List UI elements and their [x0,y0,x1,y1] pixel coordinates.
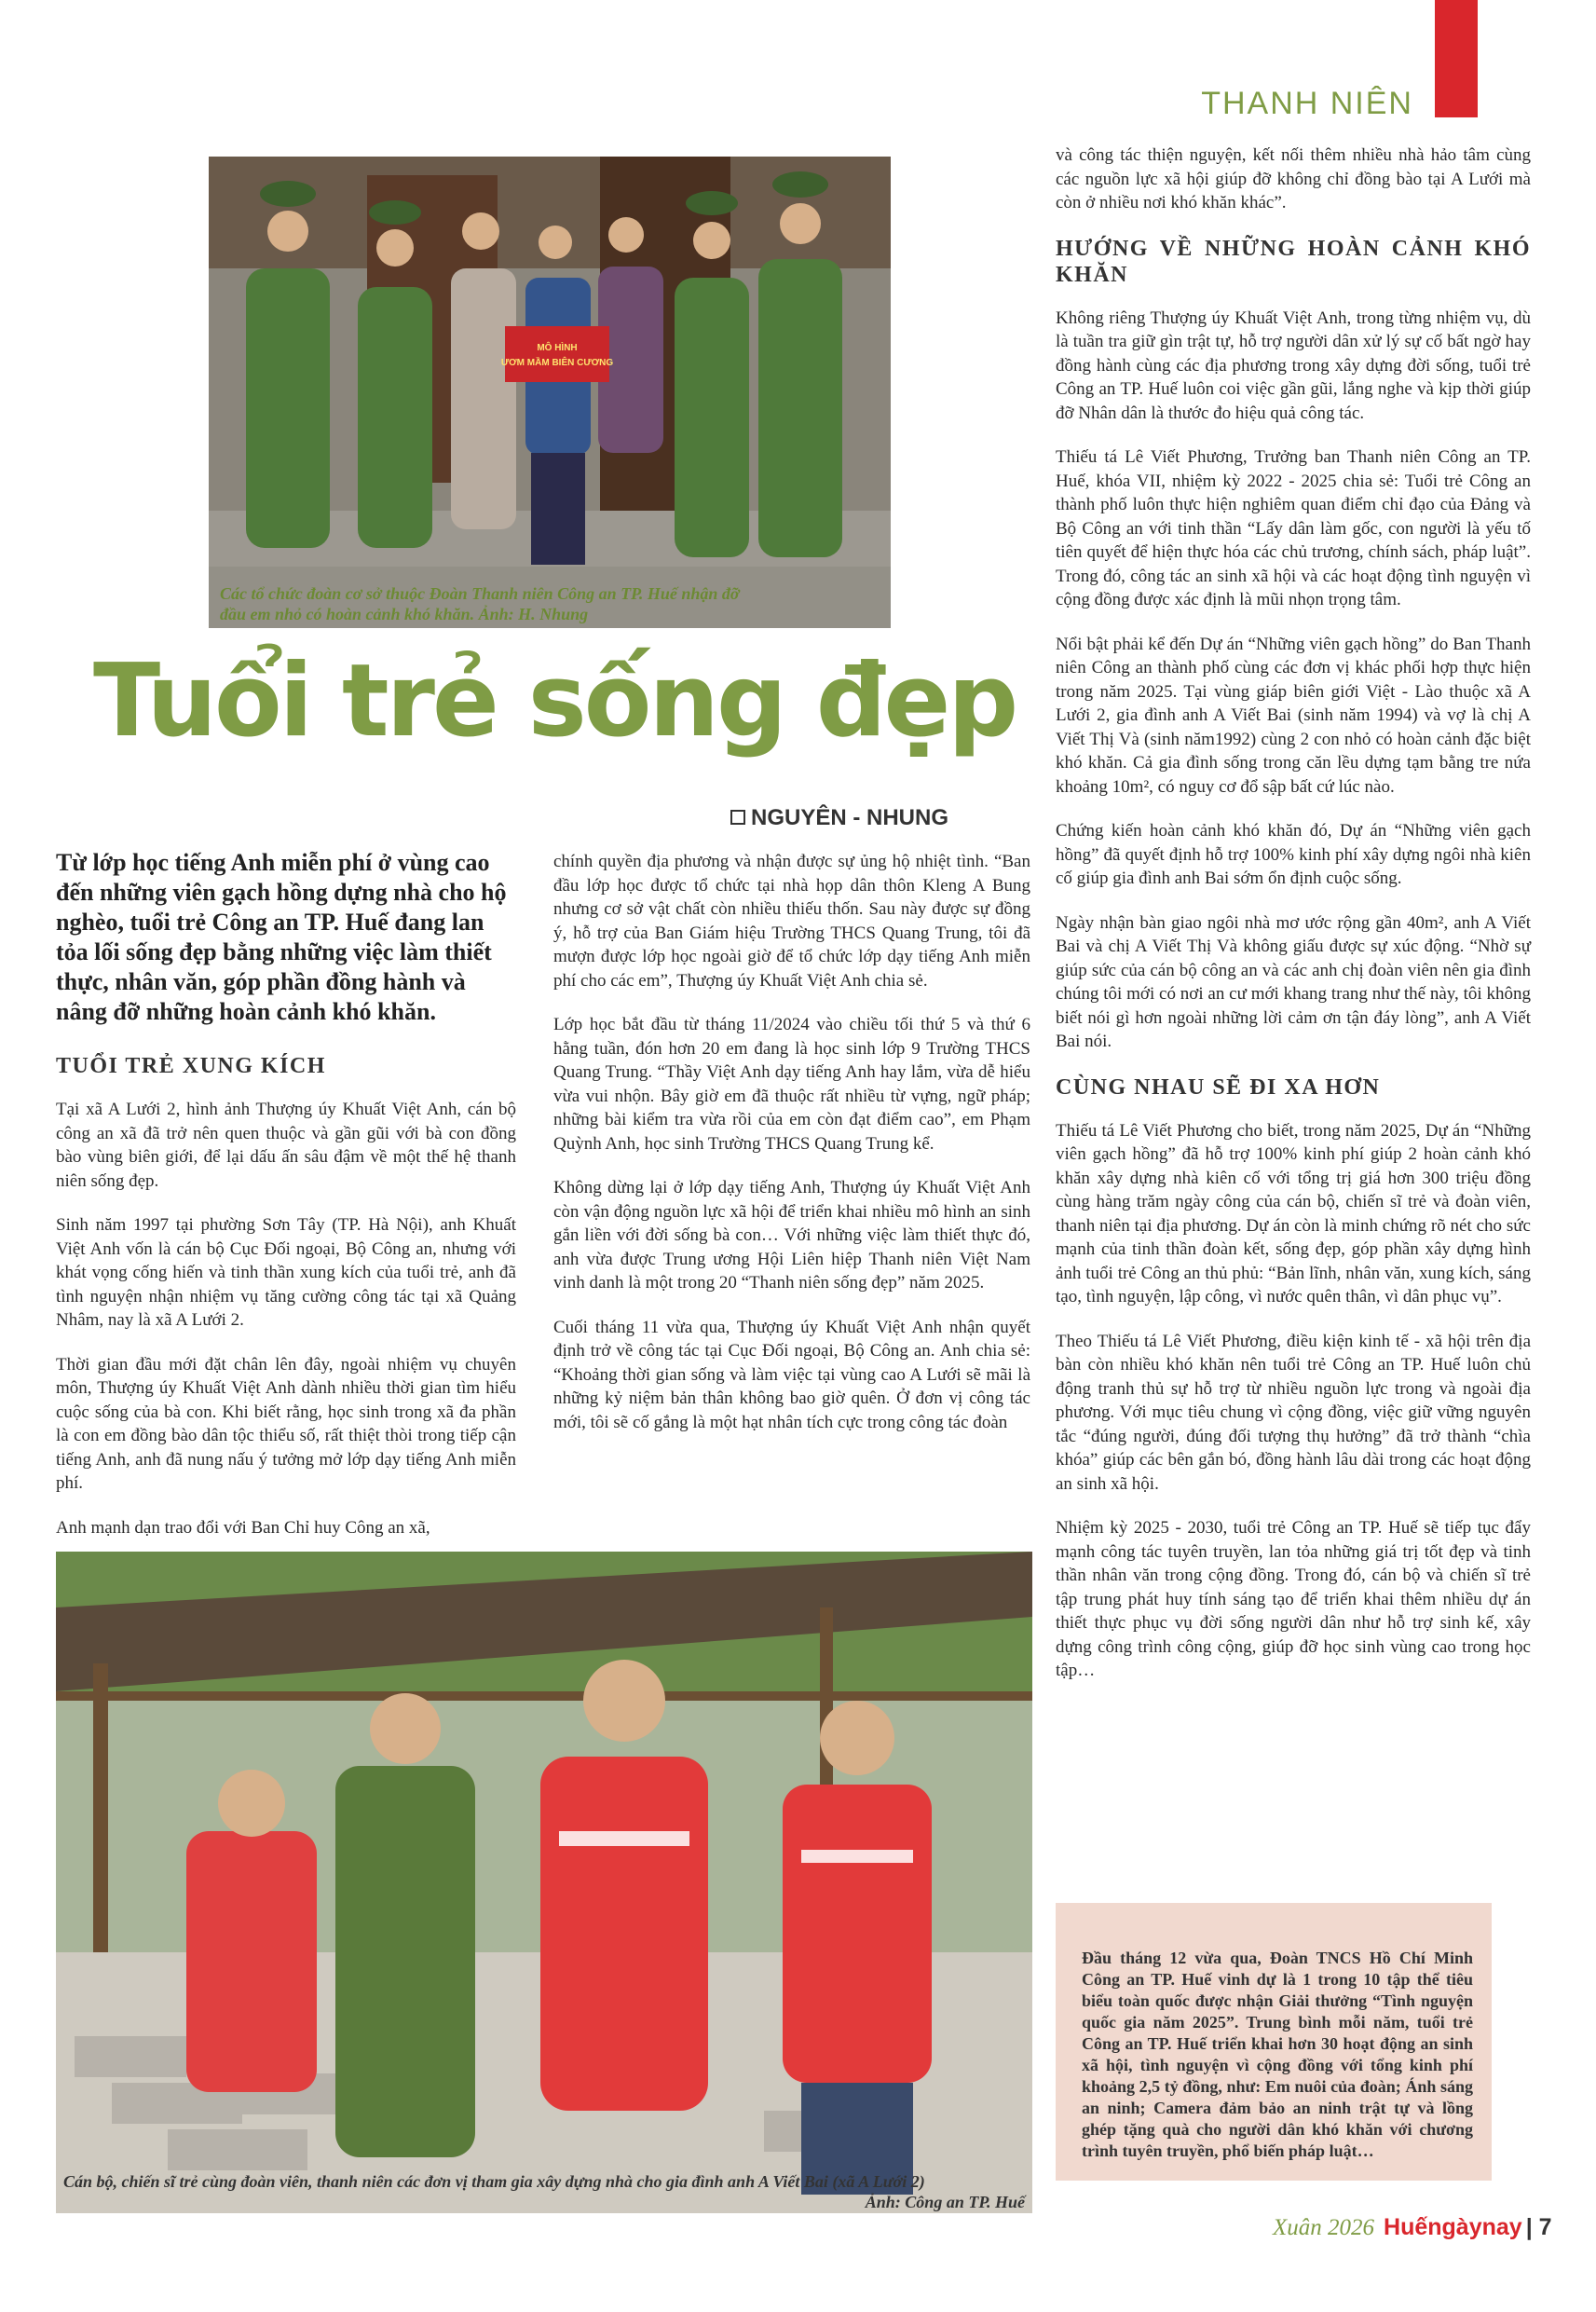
article-headline: Tuổi trẻ sống đẹp [93,643,1016,759]
paragraph: Lớp học bắt đầu từ tháng 11/2024 vào chiều tối thứ 5 và thứ 6 hằng tuần, đón hơn 20 em đang là học sinh lớp 9 Trường THCS Quang Trung. “Thầy Việt Anh dạy tiếng Anh hay lắm, vừa dễ hiểu vừa vui nhộn. Bây giờ em đã thuộc rất nhiều từ vựng, ngữ pháp; những bài kiểm tra vừa rồi của em còn đạt điểm cao”, em Phạm Quỳnh Anh, học sinh Trường THCS Quang Trung kể. [553,1015,1030,1154]
paragraph: Chứng kiến hoàn cảnh khó khăn đó, Dự án “Những viên gạch hồng” đã quyết định hỗ trợ 100% kinh phí xây dựng ngôi nhà kiên cố giúp gia đình anh Bai sớm ổn định cuộc sống. [1056,821,1531,888]
byline [730,805,948,831]
paragraph: Anh mạnh dạn trao đổi với Ban Chỉ huy Công an xã, [56,1517,430,1538]
paragraph: Thiếu tá Lê Viết Phương cho biết, trong năm 2025, Dự án “Những viên gạch hồng” đã hỗ trợ 100% kinh phí giúp 2 hoàn cảnh khó khăn xây dựng nhà kiên cố với tổng trị giá hơn 300 triệu đồng cùng hàng trăm ngày công của cán bộ, chiến sĩ trẻ và đoàn viên, thanh niên tại địa phương. Dự án còn là minh chứng rõ nét cho sức mạnh của tinh thần đoàn kết, sống đẹp, góp phần xây dựng hình ảnh tuổi trẻ Công an thủ phủ: “Bản lĩnh, nhân văn, xung kích, sáng tạo, tình nguyện, lập công, vì nước quên thân, vì dân phục vụ”. [1056,1120,1531,1306]
byline-box-icon [730,810,745,825]
footer-season: Xuân 2026 [1273,2215,1375,2240]
paragraph: Không riêng Thượng úy Khuất Việt Anh, trong từng nhiệm vụ, dù là tuần tra giữ gìn trật tự, hỗ trợ người dân xử lý sự cố bất ngờ hay đồng hành cùng các địa phương trong xây dựng đời sống, tuổi trẻ Công an TP. Huế luôn coi việc gần gũi, lắng nghe và kịp thời giúp đỡ Nhân dân là thước đo hiệu quả công tác. [1056,308,1531,423]
footer-page-number: | 7 [1525,2214,1552,2240]
photo-sign-text: MÔ HÌNH [537,343,578,353]
column-left [56,848,516,1560]
column-middle [553,850,1030,1455]
subheading-cung-nhau: CÙNG NHAU SẼ ĐI XA HƠN [1056,1074,1381,1100]
column-right [1056,144,1531,1703]
photo-top-image [209,157,891,628]
page-footer [1273,2214,1552,2241]
svg-text:ƯƠM MẦM BIÊN CƯƠNG: ƯƠM MẦM BIÊN CƯƠNG [500,358,614,368]
paragraph: Cuối tháng 11 vừa qua, Thượng úy Khuất Việt Anh nhận quyết định trở về công tác tại Cục Đối ngoại, Bộ Công an. Anh chia sẻ: “Khoảng thời gian sống và làm việc tại vùng cao A Lưới sẽ mãi là những kỷ niệm bản thân không bao giờ quên. Ở đơn vị công tác mới, tôi sẽ cố gắng là một hạt nhân tích cực trong công tác đoàn [553,1317,1030,1432]
photo-bottom [56,1552,1032,2213]
paragraph: Nổi bật phải kể đến Dự án “Những viên gạch hồng” do Ban Thanh niên Công an thành phố cùng các đơn vị khác phối hợp thực hiện trong năm 2025. Tại vùng giáp biên giới Việt - Lào thuộc xã A Lưới 2, gia đình anh A Viết Bai (sinh năm 1994) và vợ là chị A Viết Thị Và (sinh năm1992) cùng 2 con nhỏ có hoàn cảnh đặc biệt khó khăn. Cả gia đình sống trong căn lều dựng tạm bằng tre nứa khoảng 10m², có nguy cơ đổ sập bất cứ lúc nào. [1056,634,1531,797]
paragraph: chính quyền địa phương và nhận được sự ủng hộ nhiệt tình. “Ban đầu lớp học được tổ chức tại nhà họp dân thôn Kleng A Bung nhưng cơ sở vật chất còn nhiều thiếu thốn. Sau này được sự đồng ý, hỗ trợ của Ban Giám hiệu Trường THCS Quang Trung, tôi đã mượn được lớp học ngoài giờ để tổ chức lớp dạy tiếng Anh miễn phí cho các em”, Thượng úy Khuất Việt Anh chia sẻ. [553,852,1030,991]
paragraph: và công tác thiện nguyện, kết nối thêm nhiều nhà hảo tâm cùng các nguồn lực xã hội giúp đỡ không chỉ đồng bào tại A Lưới mà còn ở nhiều nơi khó khăn khác”. [1056,145,1531,212]
section-label: THANH NIÊN [1201,86,1413,121]
paragraph: Ngày nhận bàn giao ngôi nhà mơ ước rộng gần 40m², anh A Viết Bai và chị A Viết Thị Và không giấu được sự xúc động. “Nhờ sự giúp sức của cán bộ công an và các anh chị đoàn viên nên gia đình chúng tôi mới có nơi an cư mới khang trang như thế này, tôi không biết nói gì hơn ngoài những lời cảm ơn tận đáy lòng”, anh A Viết Bai nói. [1056,912,1531,1051]
credit-label: Ảnh: [865,2193,901,2211]
paragraph: Tại xã A Lưới 2, hình ảnh Thượng úy Khuất Việt Anh, cán bộ công an xã đã trở nên quen thuộc và gần gũi với bà con đồng bào vùng biên giới, để lại dấu ấn sâu đậm về một thế hệ thanh niên sống đẹp. [56,1100,516,1191]
photo-bottom-credit [63,2192,1032,2212]
subheading-tuoi-tre-xung-kich: TUỔI TRẺ XUNG KÍCH [56,1054,326,1078]
paragraph: Thiếu tá Lê Viết Phương, Trưởng ban Thanh niên Công an TP. Huế, khóa VII, nhiệm kỳ 2022 - 2025 chia sẻ: Tuổi trẻ Công an thành phố luôn thực hiện nghiêm quan điểm chỉ đạo của Đảng và Bộ Công an với tinh thần “Lấy dân làm gốc, con người là yếu tố tiên quyết để hiện thực hóa các chủ trương, chính sách, pháp luật”. Trong đó, công tác an sinh xã hội và các hoạt động tình nguyện vì cộng đồng được xác định là mũi nhọn trọng tâm. [1056,447,1531,609]
footer-magazine-logo: Huếngàynay [1384,2214,1522,2240]
photo-top [209,157,891,628]
paragraph: Thời gian đầu mới đặt chân lên đây, ngoài nhiệm vụ chuyên môn, Thượng úy Khuất Việt Anh dành nhiều thời gian tìm hiểu cuộc sống của bà con. Khi biết rằng, học sinh trong xã đa phần là con em đồng bào dân tộc thiểu số, rất thiệt thòi trong tiếp cận tiếng Anh, anh đã nung nấu ý tưởng mở lớp dạy tiếng Anh miễn phí. [56,1354,516,1493]
photo-top-caption: Các tổ chức đoàn cơ sở thuộc Đoàn Thanh niên Công an TP. Huế nhận đỡ đầu em nhỏ có hoàn cảnh khó khăn. Ảnh: H. Nhung [220,584,740,623]
highlight-box [1056,1903,1492,2181]
paragraph: Theo Thiếu tá Lê Viết Phương, điều kiện kinh tế - xã hội trên địa bàn còn nhiều khó khăn nên tuổi trẻ Công an TP. Huế luôn chủ động tranh thủ sự hỗ trợ từ nhiều nguồn lực trong và ngoài địa phương. Với mục tiêu chung vì cộng đồng, việc giữ vững nguyên tắc “đúng người, đúng đối tượng thụ hưởng” đã trở thành “chìa khóa” giúp các bên gắn bó, đồng hành lâu dài trong các hoạt động an sinh xã hội. [1056,1331,1531,1494]
lead-paragraph: Từ lớp học tiếng Anh miễn phí ở vùng cao đến những viên gạch hồng dựng nhà cho hộ nghèo, tuổi trẻ Công an TP. Huế đang lan tỏa lối sống đẹp bằng những việc làm thiết thực, nhân văn, góp phần đồng hành và nâng đỡ những hoàn cảnh khó khăn. [56,849,507,1025]
subheading-huong-ve: HƯỚNG VỀ NHỮNG HOÀN CẢNH KHÓ KHĂN [1056,236,1531,287]
photo-bottom-caption [63,2171,1032,2212]
paragraph: Không dừng lại ở lớp dạy tiếng Anh, Thượng úy Khuất Việt Anh còn vận động nguồn lực xã hội để triển khai nhiều mô hình an sinh gắn liền với đời sống bà con… Với những việc làm thiết thực đó, anh vừa được Trung ương Hội Liên hiệp Thanh niên Việt Nam vinh danh là một trong 20 “Thanh niên sống đẹp” năm 2025. [553,1178,1030,1293]
photo-bottom-caption-text: Cán bộ, chiến sĩ trẻ cùng đoàn viên, thanh niên các đơn vị tham gia xây dựng nhà cho gia đình anh A Viết Bai (xã A Lưới 2) [63,2172,925,2191]
page-corner-tab [1435,0,1478,117]
paragraph: Sinh năm 1997 tại phường Sơn Tây (TP. Hà Nội), anh Khuất Việt Anh vốn là cán bộ Cục Đối ngoại, Bộ Công an, nhưng với khát vọng cống hiến và tinh thần xung kích của tuổi trẻ, anh đã tình nguyện nhận nhiệm vụ tăng cường công tác tại xã Quảng Nhâm, nay là xã A Lưới 2. [56,1215,516,1330]
photo-bottom-image [56,1552,1032,2213]
byline-text: NGUYÊN - NHUNG [751,805,949,830]
highlight-box-text: Đầu tháng 12 vừa qua, Đoàn TNCS Hồ Chí Minh Công an TP. Huế vinh dự là 1 trong 10 tập thể tiêu biểu toàn quốc được nhận Giải thưởng “Tình nguyện quốc gia năm 2025”. Trung bình mỗi năm, tuổi trẻ Công an TP. Huế triển khai hơn 30 hoạt động an sinh xã hội, tình nguyện vì cộng đồng với tổng kinh phí khoảng 2,5 tỷ đồng, như: Em nuôi của đoàn; Ánh sáng an ninh; Camera đảm bảo an ninh trật tự và lồng ghép tặng quà cho người dân khó khăn với chương trình tuyên truyền, phổ biến pháp luật… [1082,1949,1473,2160]
credit-name: Công an TP. Huế [905,2193,1025,2211]
paragraph: Nhiệm kỳ 2025 - 2030, tuổi trẻ Công an TP. Huế sẽ tiếp tục đẩy mạnh công tác tuyên truyền, lan tỏa những giá trị tốt đẹp và tinh thần nhân văn trong cộng đồng. Trong đó, cán bộ và chiến sĩ trẻ tập trung phát huy tính sáng tạo để triển khai thêm nhiều dự án thiết thực phục vụ đời sống người dân như hỗ trợ sinh kế, xây dựng công trình công cộng, giúp đỡ học sinh vùng cao trong học tập… [1056,1518,1531,1680]
